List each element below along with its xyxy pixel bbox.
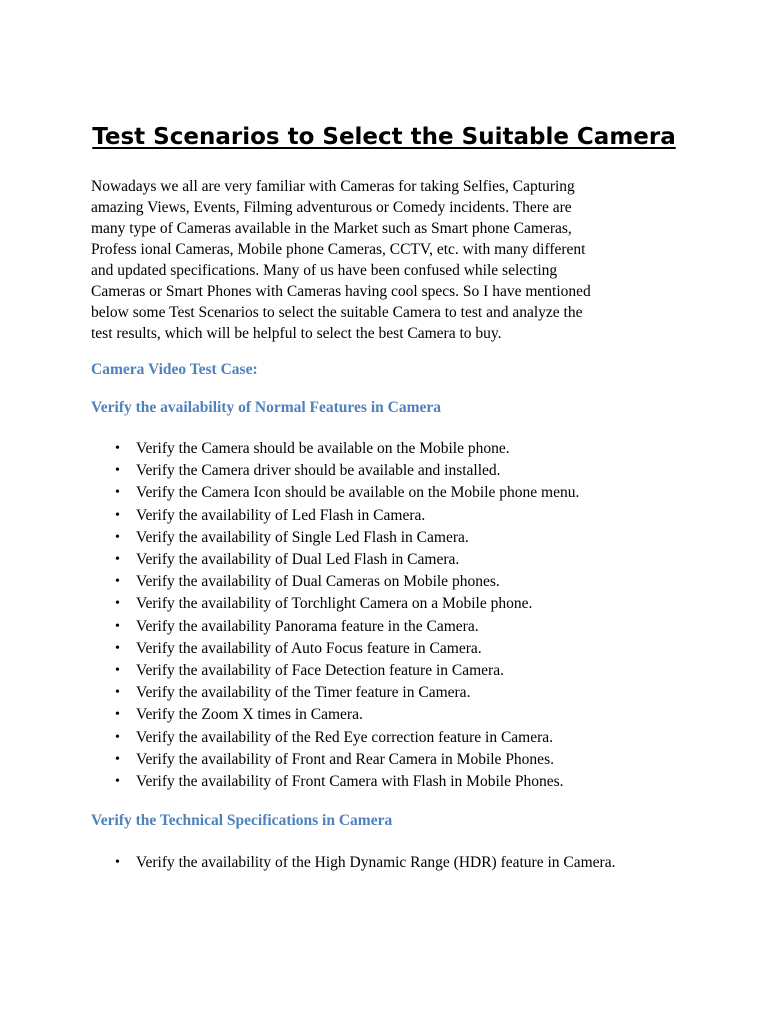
bullet-icon: •	[115, 640, 120, 656]
list-item-text: Verify the Camera Icon should be available on the Mobile phone menu.	[136, 484, 580, 502]
list-item	[91, 482, 681, 504]
list-item	[91, 749, 681, 771]
bullet-icon: •	[115, 529, 120, 545]
bullet-icon: •	[115, 729, 120, 745]
bullet-icon: •	[115, 685, 120, 701]
list-item	[91, 852, 677, 874]
section-heading-normal-features: Verify the availability of Normal Features in Camera	[91, 399, 441, 416]
bullet-icon: •	[115, 663, 120, 679]
list-item-text: Verify the availability of Torchlight Camera on a Mobile phone.	[136, 595, 533, 613]
intro-line: amazing Views, Events, Filming adventurous or Comedy incidents. There are	[91, 199, 572, 216]
bullet-icon: •	[115, 774, 120, 790]
list-item-text: Verify the availability of the High Dynamic Range (HDR) feature in Camera.	[136, 854, 616, 871]
bullet-icon: •	[115, 855, 120, 870]
section-heading-technical-specifications: Verify the Technical Specifications in Camera	[91, 812, 393, 829]
list-item-text: Verify the availability of Led Flash in Camera.	[136, 506, 426, 524]
list-item	[91, 527, 681, 549]
list-item	[91, 593, 681, 615]
list-item	[91, 549, 681, 571]
list-item	[91, 438, 681, 460]
list-item-text: Verify the availability of Front and Rear Camera in Mobile Phones.	[136, 750, 554, 768]
list-item-text: Verify the availability of the Red Eye correction feature in Camera.	[136, 728, 554, 746]
list-item	[91, 682, 681, 704]
list-item-text: Verify the availability of the Timer feature in Camera.	[136, 684, 471, 702]
bullet-icon: •	[115, 485, 120, 501]
intro-line: Nowadays we all are very familiar with Cameras for taking Selfies, Capturing	[91, 178, 575, 195]
list-item-text: Verify the availability of Dual Cameras on Mobile phones.	[136, 573, 500, 591]
intro-line: and updated specifications. Many of us have been confused while selecting	[91, 262, 558, 279]
list-item-text: Verify the availability of Single Led Flash in Camera.	[136, 528, 469, 546]
bullet-icon: •	[115, 463, 120, 479]
list-item	[91, 771, 681, 793]
intro-line: below some Test Scenarios to select the suitable Camera to test and analyze the	[91, 304, 583, 321]
list-item-text: Verify the availability of Front Camera with Flash in Mobile Phones.	[136, 773, 564, 791]
bullet-icon: •	[115, 751, 120, 767]
bullet-icon: •	[115, 441, 120, 456]
list-item-text: Verify the Zoom X times in Camera.	[136, 706, 363, 724]
list-item	[91, 638, 681, 660]
bullet-icon: •	[115, 596, 120, 612]
intro-line: test results, which will be helpful to select the best Camera to buy.	[91, 325, 502, 342]
list-item	[91, 727, 681, 749]
list-item	[91, 460, 681, 482]
page-title: Test Scenarios to Select the Suitable Camera	[92, 124, 676, 150]
bullet-icon: •	[115, 574, 120, 590]
list-item-text: Verify the availability of Face Detection feature in Camera.	[136, 662, 504, 680]
bullet-icon: •	[115, 618, 120, 634]
intro-line: many type of Cameras available in the Market such as Smart phone Cameras,	[91, 220, 572, 237]
list-item-text: Verify the availability Panorama feature in the Camera.	[136, 617, 479, 635]
list-item-text: Verify the availability of Auto Focus feature in Camera.	[136, 639, 482, 657]
list-item-text: Verify the availability of Dual Led Flash in Camera.	[136, 551, 460, 569]
list-item	[91, 571, 681, 593]
section-heading-video-test-case: Camera Video Test Case:	[91, 361, 258, 378]
intro-line: Profess ional Cameras, Mobile phone Cameras, CCTV, etc. with many different	[91, 241, 586, 258]
list-item-text: Verify the Camera driver should be available and installed.	[136, 462, 501, 480]
list-item	[91, 616, 681, 638]
intro-paragraph	[91, 176, 691, 344]
normal-features-list	[91, 438, 681, 793]
technical-specifications-list	[91, 852, 681, 874]
intro-line: Cameras or Smart Phones with Cameras having cool specs. So I have mentioned	[91, 283, 591, 300]
list-item	[91, 660, 681, 682]
list-item	[91, 505, 681, 527]
bullet-icon: •	[115, 707, 120, 723]
bullet-icon: •	[115, 552, 120, 568]
list-item	[91, 704, 681, 726]
list-item-text: Verify the Camera should be available on the Mobile phone.	[136, 440, 510, 457]
bullet-icon: •	[115, 507, 120, 523]
